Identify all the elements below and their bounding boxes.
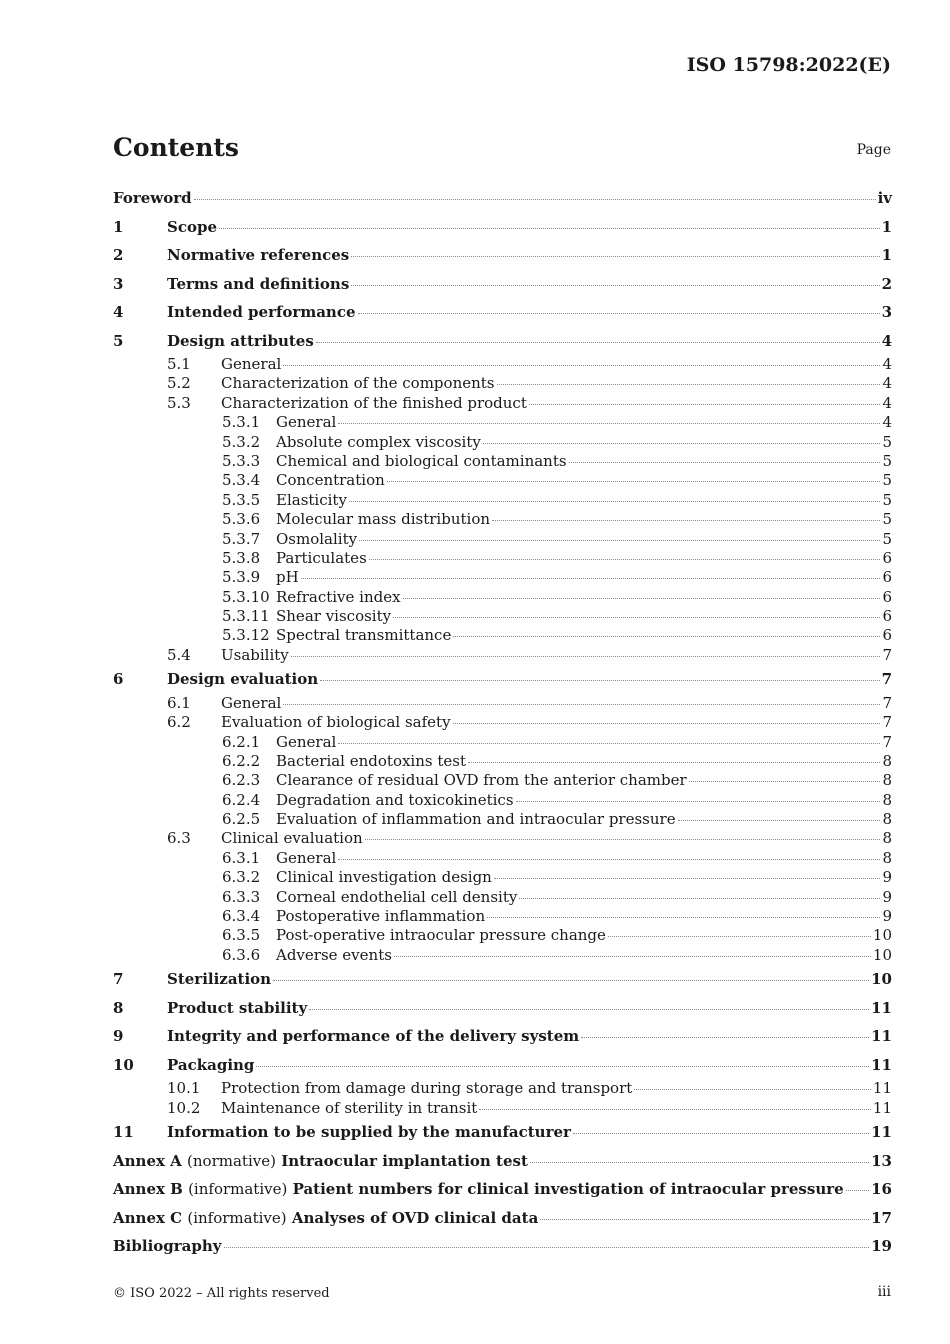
toc-entry[interactable] xyxy=(113,607,892,626)
toc-entry[interactable] xyxy=(113,1175,892,1204)
toc-entry[interactable] xyxy=(113,491,892,510)
toc-entry-page: 7 xyxy=(881,670,892,689)
toc-entry-title-text: Foreword xyxy=(113,189,192,207)
toc-entry-title-text: General xyxy=(276,732,337,751)
toc-entry-page: 11 xyxy=(872,1098,892,1117)
toc-entry[interactable] xyxy=(113,568,892,587)
toc-entry-title[interactable] xyxy=(276,452,567,471)
copyright-notice: © ISO 2022 – All rights reserved xyxy=(113,1286,330,1301)
toc-entry-number: 5.3.6 xyxy=(222,510,261,529)
toc-entry-number: 4 xyxy=(113,303,124,321)
dot-leader xyxy=(394,955,871,957)
toc-entry-title-text: Characterization of the components xyxy=(221,374,495,393)
toc-entry-number: 5.2 xyxy=(167,374,191,393)
toc-entry-number: 5.3.5 xyxy=(222,490,261,509)
toc-entry-title-text: Post-operative intraocular pressure change xyxy=(276,926,606,945)
toc-entry-page: 7 xyxy=(882,693,892,712)
toc-entry-title-text: Annex C xyxy=(113,1208,183,1227)
toc-entry-title-text: Product stability xyxy=(167,998,308,1017)
toc-entry-number: 7 xyxy=(113,970,124,989)
page-column-label: Page xyxy=(856,142,891,158)
toc-entry-title-text: Characterization of the finished product xyxy=(221,393,527,412)
toc-entry-title[interactable] xyxy=(276,810,676,829)
toc-entry-page: 4 xyxy=(882,374,892,393)
toc-entry-page: 10 xyxy=(872,945,892,964)
toc-entry-title-text: Adverse events xyxy=(276,945,392,964)
annex-type-note: (informative) xyxy=(187,1208,287,1227)
toc-entry-page: 6 xyxy=(882,587,892,606)
toc-entry-title[interactable] xyxy=(276,471,385,490)
toc-entry-title-text: Clearance of residual OVD from the anterior chamber xyxy=(276,771,687,790)
toc-entry-page: 7 xyxy=(882,732,892,751)
toc-entry[interactable] xyxy=(113,1232,892,1261)
toc-entry[interactable] xyxy=(113,829,892,848)
dot-leader xyxy=(479,1108,871,1110)
toc-entry-title[interactable] xyxy=(113,1147,528,1176)
toc-entry-number: 5.3.7 xyxy=(222,529,261,548)
toc-entry-page: 16 xyxy=(871,1180,892,1198)
dot-leader xyxy=(492,519,880,521)
toc-entry-page: iv xyxy=(877,189,892,207)
toc-entry-title[interactable] xyxy=(221,713,451,732)
toc-entry-title-text: Corneal endothelial cell density xyxy=(276,887,518,906)
toc-entry-title[interactable] xyxy=(276,568,299,587)
toc-entry-title-text: Normative references xyxy=(167,246,350,264)
toc-entry-title-text: Clinical evaluation xyxy=(221,829,363,848)
toc-entry-number: 6.2 xyxy=(167,713,191,732)
dot-leader xyxy=(519,897,880,899)
toc-entry-title[interactable] xyxy=(276,907,485,926)
toc-entry[interactable] xyxy=(113,510,892,529)
toc-entry[interactable] xyxy=(113,413,892,432)
toc-entry-number: 5.3.4 xyxy=(222,471,261,490)
toc-entry[interactable] xyxy=(113,888,892,907)
toc-entry-title-text: Spectral transmittance xyxy=(276,626,452,645)
toc-entry[interactable] xyxy=(113,646,892,665)
dot-leader xyxy=(494,877,881,879)
toc-entry-page: 4 xyxy=(882,413,892,432)
toc-entry-number: 5 xyxy=(113,331,124,350)
toc-entry-title-text: General xyxy=(276,848,337,867)
toc-entry-title-text: Intended performance xyxy=(167,303,356,321)
toc-entry-title-text: Scope xyxy=(167,217,218,236)
dot-leader xyxy=(338,858,880,860)
dot-leader xyxy=(338,742,880,744)
toc-entry-title-text: Evaluation of inflammation and intraocular pressure xyxy=(276,810,676,829)
toc-entry-title[interactable] xyxy=(167,994,307,1023)
dot-leader xyxy=(487,916,880,918)
toc-entry-page: 1 xyxy=(881,246,892,264)
toc-entry-number: 5.3.10 xyxy=(222,587,270,606)
document-id: ISO 15798:2022(E) xyxy=(686,54,891,76)
toc-entry[interactable] xyxy=(113,1099,892,1118)
toc-entry[interactable] xyxy=(113,946,892,965)
toc-entry[interactable] xyxy=(113,810,892,829)
toc-entry[interactable] xyxy=(113,713,892,732)
dot-leader xyxy=(365,838,881,840)
toc-entry-page: 5 xyxy=(882,490,892,509)
toc-entry-title-text: Sterilization xyxy=(167,970,272,989)
toc-entry[interactable] xyxy=(113,694,892,713)
toc-entry-page: 11 xyxy=(871,998,892,1017)
toc-entry-page: 6 xyxy=(882,607,892,626)
toc-entry-page: 11 xyxy=(871,1055,892,1074)
dot-leader xyxy=(634,1088,871,1090)
toc-entry-title-text: Information to be supplied by the manufacturer xyxy=(167,1123,571,1141)
toc-entry-title-text: Evaluation of biological safety xyxy=(221,713,451,732)
toc-entry-number: 6.2.2 xyxy=(222,751,261,770)
toc-entry-number: 5.1 xyxy=(167,355,191,373)
dot-leader xyxy=(224,1246,870,1248)
dot-leader xyxy=(689,780,881,782)
toc-entry-title[interactable] xyxy=(167,213,217,242)
toc-entry-number: 6.3.5 xyxy=(222,926,261,945)
dot-leader xyxy=(540,1218,869,1220)
toc-entry-title[interactable] xyxy=(276,771,687,790)
toc-entry-number: 5.3.8 xyxy=(222,548,261,567)
dot-leader xyxy=(351,284,879,286)
annex-title: Analyses of OVD clinical data xyxy=(291,1208,539,1227)
toc-entry-title-text: Protection from damage during storage and transport xyxy=(221,1079,633,1098)
toc-entry-title[interactable] xyxy=(276,752,466,771)
toc-entry-title[interactable] xyxy=(221,1099,477,1118)
toc-entry-page: 5 xyxy=(882,471,892,490)
dot-leader xyxy=(316,341,880,343)
toc-entry-page: 8 xyxy=(882,790,892,809)
toc-entry[interactable] xyxy=(113,530,892,549)
toc-entry-page: 19 xyxy=(871,1237,892,1255)
toc-entry-page: 4 xyxy=(882,355,892,373)
toc-entry[interactable] xyxy=(113,994,892,1023)
toc-entry[interactable] xyxy=(113,1118,892,1147)
toc-entry-title[interactable] xyxy=(276,926,606,945)
dot-leader xyxy=(301,577,881,579)
toc-entry-title-text: General xyxy=(221,693,282,712)
toc-entry-title[interactable] xyxy=(167,1118,571,1147)
toc-entry-number: 6.3.4 xyxy=(222,907,261,926)
toc-entry-number: 2 xyxy=(113,246,124,264)
toc-entry-title[interactable] xyxy=(113,1232,222,1261)
toc-entry-number: 6.3.3 xyxy=(222,887,261,906)
toc-entry-page: 8 xyxy=(882,751,892,770)
toc-entry-title-text: Refractive index xyxy=(276,587,401,606)
toc-entry-number: 10 xyxy=(113,1055,134,1074)
toc-entry-number: 5.3.2 xyxy=(222,432,261,451)
toc-entry-title-text: Concentration xyxy=(276,471,385,490)
toc-entry[interactable] xyxy=(113,752,892,771)
annex-title: Patient numbers for clinical investigation of intraocular pressure xyxy=(292,1180,844,1198)
toc-entry-title[interactable] xyxy=(221,829,363,848)
toc-entry[interactable] xyxy=(113,907,892,926)
dot-leader xyxy=(358,312,880,314)
dot-leader xyxy=(573,1132,869,1134)
toc-entry-page: 7 xyxy=(882,645,892,664)
toc-entry-number: 10.2 xyxy=(167,1098,201,1117)
dot-leader xyxy=(678,819,881,821)
toc-entry-title-text: Usability xyxy=(221,645,289,664)
annex-type-note: (normative) xyxy=(187,1151,276,1170)
dot-leader xyxy=(393,616,880,618)
toc-entry-title-text: General xyxy=(276,413,337,432)
toc-entry-title[interactable] xyxy=(167,665,318,694)
toc-entry-title-text: Design evaluation xyxy=(167,670,319,689)
toc-entry-number: 5.3.3 xyxy=(222,451,261,470)
toc-entry-page: 6 xyxy=(882,548,892,567)
toc-entry-title-text: Integrity and performance of the delivery system xyxy=(167,1027,580,1046)
toc-entry[interactable] xyxy=(113,549,892,568)
toc-entry-title[interactable] xyxy=(276,588,401,607)
toc-entry-title-text: pH xyxy=(276,568,299,587)
toc-entry[interactable] xyxy=(113,394,892,413)
dot-leader xyxy=(403,597,881,599)
toc-entry-title[interactable] xyxy=(276,946,392,965)
toc-entry-title[interactable] xyxy=(276,491,347,510)
toc-entry[interactable] xyxy=(113,1022,892,1051)
toc-entry-title-text: Bibliography xyxy=(113,1237,222,1255)
toc-entry-page: 1 xyxy=(881,217,892,236)
dot-leader xyxy=(497,383,881,385)
toc-entry-title[interactable] xyxy=(276,549,367,568)
toc-entry-page: 11 xyxy=(871,1027,892,1046)
toc-entry-number: 6.2.3 xyxy=(222,771,261,790)
toc-entry[interactable] xyxy=(113,452,892,471)
page-number: iii xyxy=(877,1284,891,1300)
toc-entry-title[interactable] xyxy=(167,1051,254,1080)
dot-leader xyxy=(581,1036,869,1038)
toc-entry-title[interactable] xyxy=(276,413,336,432)
dot-leader xyxy=(219,227,880,229)
toc-entry[interactable] xyxy=(113,588,892,607)
toc-entry[interactable] xyxy=(113,184,892,213)
toc-entry-title[interactable] xyxy=(221,646,289,665)
toc-entry-title[interactable] xyxy=(221,394,527,413)
dot-leader xyxy=(369,558,881,560)
toc-entry-number: 9 xyxy=(113,1027,124,1046)
toc-entry-page: 6 xyxy=(882,626,892,645)
dot-leader xyxy=(320,679,879,681)
toc-entry-number: 3 xyxy=(113,274,124,293)
toc-entry-title-text: Particulates xyxy=(276,548,367,567)
dot-leader xyxy=(846,1189,869,1191)
toc-entry-title[interactable] xyxy=(276,530,357,549)
toc-entry-page: 10 xyxy=(872,926,892,945)
dot-leader xyxy=(309,1008,869,1010)
toc-entry-number: 5.3.12 xyxy=(222,626,270,645)
toc-entry-number: 5.3 xyxy=(167,393,191,412)
toc-entry[interactable] xyxy=(113,374,892,393)
toc-entry-title[interactable] xyxy=(276,626,451,645)
dot-leader xyxy=(359,539,880,541)
toc-entry-number: 6.3.1 xyxy=(222,848,261,867)
table-of-contents xyxy=(113,184,892,1261)
toc-entry-title-text: Bacterial endotoxins test xyxy=(276,751,466,770)
dot-leader xyxy=(338,422,880,424)
toc-entry-number: 5.3.11 xyxy=(222,607,270,626)
toc-entry[interactable] xyxy=(113,771,892,790)
toc-entry-page: 8 xyxy=(882,771,892,790)
toc-entry-page: 8 xyxy=(882,810,892,829)
toc-entry-number: 6.3.2 xyxy=(222,868,261,887)
toc-entry-title[interactable] xyxy=(276,888,517,907)
toc-entry[interactable] xyxy=(113,1147,892,1176)
toc-entry-page: 8 xyxy=(882,829,892,848)
toc-entry-title[interactable] xyxy=(221,355,281,374)
toc-entry-number: 5.3.9 xyxy=(222,568,261,587)
annex-type-note: (informative) xyxy=(188,1180,288,1198)
toc-entry-title[interactable] xyxy=(167,965,271,994)
toc-entry-page: 9 xyxy=(882,907,892,926)
toc-entry-number: 10.1 xyxy=(167,1079,201,1098)
page-title: Contents xyxy=(113,133,240,162)
toc-entry-page: 6 xyxy=(882,568,892,587)
toc-entry-page: 3 xyxy=(881,303,892,321)
toc-entry-title[interactable] xyxy=(276,733,336,752)
toc-entry-page: 4 xyxy=(882,393,892,412)
toc-entry-page: 11 xyxy=(872,1079,892,1098)
toc-entry-number: 1 xyxy=(113,217,124,236)
dot-leader xyxy=(283,703,880,705)
toc-entry[interactable] xyxy=(113,298,892,327)
toc-entry-page: 10 xyxy=(871,970,892,989)
toc-entry-page: 17 xyxy=(871,1208,892,1227)
toc-entry[interactable] xyxy=(113,270,892,299)
toc-entry-page: 9 xyxy=(882,887,892,906)
toc-entry-number: 5.3.1 xyxy=(222,413,261,432)
toc-entry-title[interactable] xyxy=(167,327,314,356)
dot-leader xyxy=(483,442,881,444)
dot-leader xyxy=(194,198,876,200)
toc-entry-title[interactable] xyxy=(276,607,391,626)
toc-entry-title-text: Elasticity xyxy=(276,490,347,509)
dot-leader xyxy=(387,480,881,482)
toc-entry-title[interactable] xyxy=(276,849,336,868)
toc-entry-title[interactable] xyxy=(276,791,514,810)
dot-leader xyxy=(516,800,881,802)
toc-entry-number: 5.4 xyxy=(167,645,191,664)
toc-entry-title-text: Design attributes xyxy=(167,331,314,350)
toc-entry-title[interactable] xyxy=(276,510,490,529)
toc-entry-number: 6 xyxy=(113,670,124,689)
toc-entry-page: 4 xyxy=(881,331,892,350)
toc-entry-page: 5 xyxy=(882,529,892,548)
toc-entry-title-text: Shear viscosity xyxy=(276,607,392,626)
dot-leader xyxy=(529,403,881,405)
toc-entry-title-text: Degradation and toxicokinetics xyxy=(276,790,514,809)
toc-entry-page: 8 xyxy=(882,848,892,867)
toc-entry-number: 6.3 xyxy=(167,829,191,848)
toc-entry-title[interactable] xyxy=(276,433,481,452)
toc-entry[interactable] xyxy=(113,849,892,868)
toc-entry-number: 11 xyxy=(113,1123,134,1141)
toc-entry-title-text: Molecular mass distribution xyxy=(276,510,491,529)
toc-entry[interactable] xyxy=(113,471,892,490)
toc-entry-title[interactable] xyxy=(113,184,192,213)
toc-entry[interactable] xyxy=(113,327,892,356)
toc-entry-page: 7 xyxy=(882,713,892,732)
toc-entry-title-text: Annex A xyxy=(113,1151,182,1170)
toc-entry-title-text: Packaging xyxy=(167,1055,255,1074)
toc-entry-page: 2 xyxy=(881,274,892,293)
dot-leader xyxy=(283,364,880,366)
toc-entry[interactable] xyxy=(113,791,892,810)
toc-entry[interactable] xyxy=(113,965,892,994)
toc-entry-title[interactable] xyxy=(167,241,349,270)
toc-entry-title-text: Maintenance of sterility in transit xyxy=(221,1098,478,1117)
toc-entry[interactable] xyxy=(113,665,892,694)
toc-entry-page: 11 xyxy=(871,1123,892,1141)
toc-entry-title-text: Absolute complex viscosity xyxy=(276,432,481,451)
toc-entry-title[interactable] xyxy=(221,694,281,713)
toc-entry[interactable] xyxy=(113,626,892,645)
toc-entry-number: 6.2.4 xyxy=(222,790,261,809)
toc-entry-title-text: General xyxy=(221,355,282,373)
toc-entry-title[interactable] xyxy=(167,270,349,299)
annex-title: Intraocular implantation test xyxy=(281,1151,528,1170)
toc-entry-number: 6.1 xyxy=(167,693,191,712)
toc-entry[interactable] xyxy=(113,926,892,945)
dot-leader xyxy=(349,500,881,502)
dot-leader xyxy=(569,461,881,463)
toc-entry[interactable] xyxy=(113,1204,892,1233)
dot-leader xyxy=(608,935,871,937)
dot-leader xyxy=(468,761,880,763)
toc-entry-title[interactable] xyxy=(113,1175,844,1204)
toc-entry-title-text: Postoperative inflammation xyxy=(276,907,486,926)
toc-entry-page: 5 xyxy=(882,451,892,470)
toc-entry-title-text: Annex B xyxy=(113,1180,183,1198)
dot-leader xyxy=(530,1161,869,1163)
toc-entry-title[interactable] xyxy=(221,374,495,393)
toc-entry-page: 5 xyxy=(882,432,892,451)
toc-entry[interactable] xyxy=(113,241,892,270)
dot-leader xyxy=(453,635,880,637)
toc-entry-number: 8 xyxy=(113,998,124,1017)
toc-entry-page: 13 xyxy=(871,1151,892,1170)
toc-entry[interactable] xyxy=(113,433,892,452)
toc-entry[interactable] xyxy=(113,1051,892,1080)
toc-entry-title[interactable] xyxy=(276,868,492,887)
toc-entry[interactable] xyxy=(113,1079,892,1098)
toc-entry[interactable] xyxy=(113,355,892,374)
dot-leader xyxy=(291,655,881,657)
toc-entry-title[interactable] xyxy=(167,1022,579,1051)
toc-entry-title[interactable] xyxy=(221,1079,632,1098)
toc-entry-number: 6.3.6 xyxy=(222,945,261,964)
dot-leader xyxy=(256,1065,869,1067)
toc-entry[interactable] xyxy=(113,733,892,752)
toc-entry[interactable] xyxy=(113,213,892,242)
toc-entry-page: 5 xyxy=(882,510,892,529)
toc-entry-page: 9 xyxy=(882,868,892,887)
toc-entry-number: 6.2.1 xyxy=(222,732,261,751)
toc-entry-number: 6.2.5 xyxy=(222,810,261,829)
toc-entry[interactable] xyxy=(113,868,892,887)
toc-entry-title[interactable] xyxy=(113,1204,538,1233)
toc-entry-title-text: Terms and definitions xyxy=(167,274,350,293)
toc-entry-title-text: Chemical and biological contaminants xyxy=(276,451,567,470)
dot-leader xyxy=(351,255,879,257)
toc-entry-title-text: Osmolality xyxy=(276,529,358,548)
dot-leader xyxy=(453,722,881,724)
dot-leader xyxy=(273,979,869,981)
toc-entry-title[interactable] xyxy=(167,298,356,327)
toc-entry-title-text: Clinical investigation design xyxy=(276,868,492,887)
